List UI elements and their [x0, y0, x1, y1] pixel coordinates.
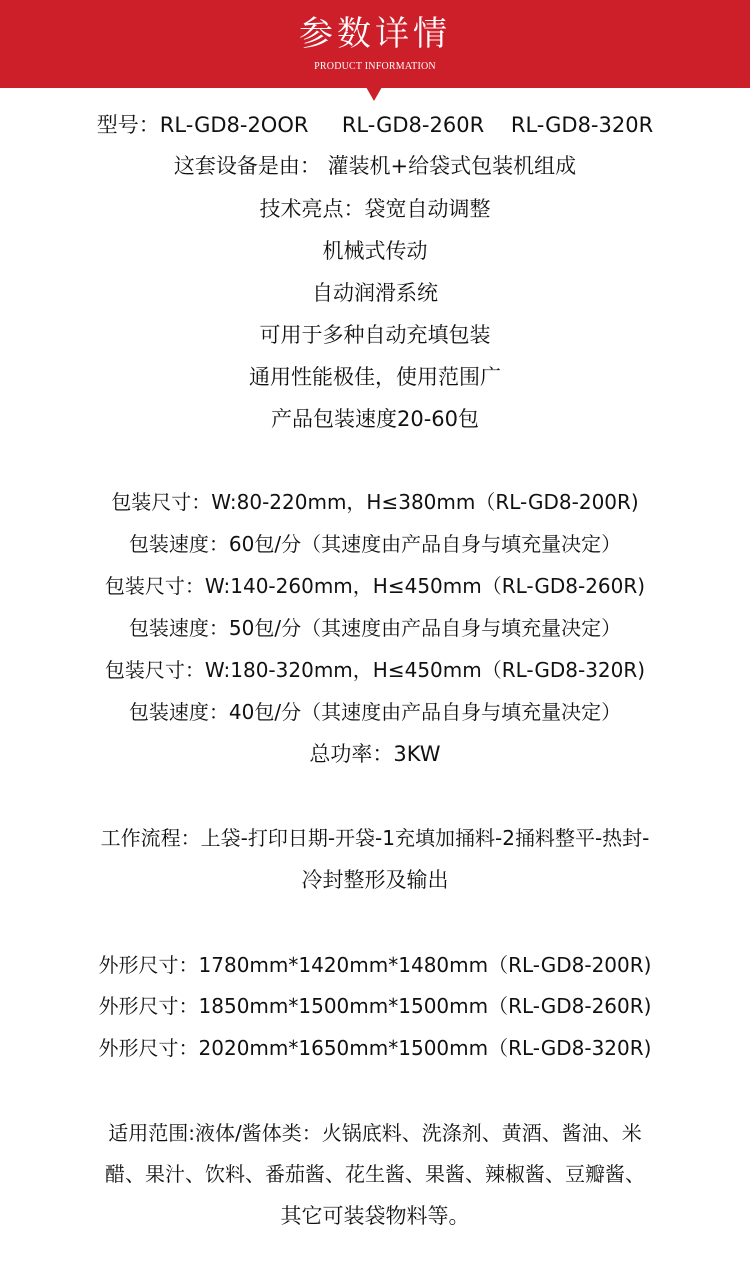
- model-line: 型号：RL-GD8-2OOR RL-GD8-260R RL-GD8-320R: [96, 113, 654, 137]
- bag-size-line: 包装尺寸：W:180-320mm，H≤450mm（RL-GD8-320R): [104, 658, 646, 682]
- bag-size-line: 包装尺寸：W:140-260mm，H≤450mm（RL-GD8-260R): [104, 574, 646, 598]
- feature-line: 自动润滑系统: [312, 281, 438, 305]
- pack-speed-line: 包装速度：60包/分（其速度由产品自身与填充量决定）: [128, 532, 622, 556]
- page-title: 参数详情: [299, 14, 451, 54]
- composition-line: 这套设备是由： 灌装机+给袋式包装机组成: [173, 154, 577, 178]
- pack-speed-line: 包装速度：40包/分（其速度由产品自身与填充量决定）: [128, 700, 622, 724]
- workflow-line: 工作流程：上袋-打印日期-开袋-1充填加捅料-2捅料整平-热封-: [100, 826, 650, 850]
- dimension-line: 外形尺寸：2020mm*1650mm*1500mm（RL-GD8-320R): [98, 1036, 652, 1060]
- banner-notch: [366, 87, 382, 101]
- application-line: 其它可装袋物料等。: [280, 1204, 470, 1228]
- header-banner: [0, 0, 750, 88]
- feature-line: 可用于多种自动充填包装: [259, 323, 491, 347]
- pack-speed-line: 包装速度：50包/分（其速度由产品自身与填充量决定）: [128, 616, 622, 640]
- feature-line: 通用性能极佳，使用范围广: [249, 365, 501, 389]
- application-line: 醋、果汁、饮料、番茄酱、花生酱、果酱、辣椒酱、豆瓣酱、: [105, 1162, 645, 1186]
- page-subtitle: PRODUCT INFORMATION: [314, 61, 436, 72]
- application-line: 适用范围:液体/酱体类：火锅底料、洗涤剂、黄酒、酱油、米: [108, 1121, 642, 1145]
- total-power-line: 总功率：3KW: [309, 742, 441, 766]
- feature-line: 机械式传动: [322, 239, 428, 263]
- highlight-line: 技术亮点：袋宽自动调整: [259, 197, 491, 221]
- bag-size-line: 包装尺寸：W:80-220mm，H≤380mm（RL-GD8-200R): [111, 490, 639, 514]
- speed-summary-line: 产品包装速度20-60包: [270, 407, 480, 431]
- dimension-line: 外形尺寸：1850mm*1500mm*1500mm（RL-GD8-260R): [98, 994, 652, 1018]
- dimension-line: 外形尺寸：1780mm*1420mm*1480mm（RL-GD8-200R): [98, 953, 652, 977]
- workflow-line: 冷封整形及输出: [301, 868, 449, 892]
